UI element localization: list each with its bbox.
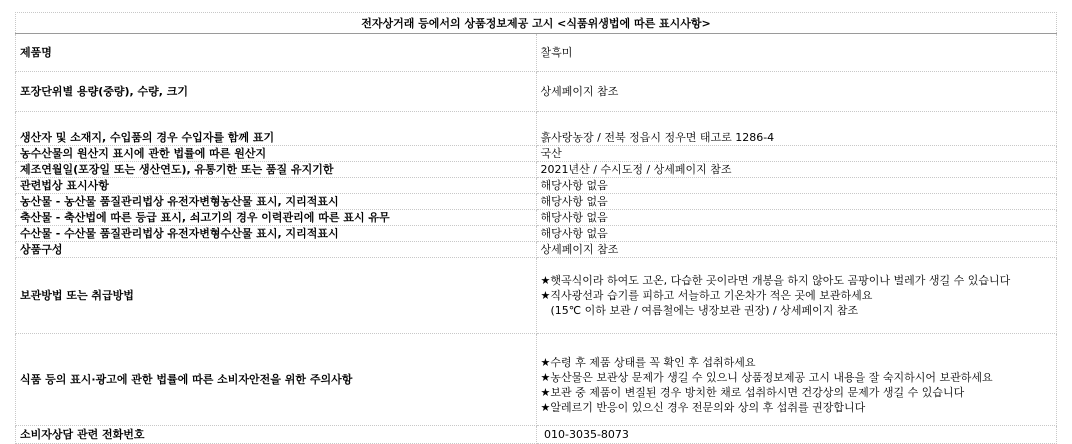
label-composition: 상품구성 [16,242,537,258]
row-legal-notice [16,178,1057,194]
value-livestock: 해당사항 없음 [536,210,1057,226]
value-production-date: 2021년산 / 수시도정 / 상세페이지 참조 [536,162,1057,178]
row-livestock [16,210,1057,226]
row-agricultural [16,194,1057,210]
label-legal-notice: 관련법상 표시사항 [16,178,537,194]
product-info-table [15,12,1057,444]
row-composition [16,242,1057,258]
safety-line-3: ★보관 중 제품이 변질된 경우 방치한 채로 섭취하시면 건강상의 문제가 생길 수 있습니다 [540,385,965,399]
row-production-date [16,162,1057,178]
table-title: 전자상거래 등에서의 상품정보제공 고시 <식품위생법에 따른 표시사항> [16,13,1057,34]
row-capacity [16,72,1057,112]
value-producer: 흙사랑농장 / 전북 정읍시 정우면 태고로 1286-4 [536,112,1057,146]
value-marine: 해당사항 없음 [536,226,1057,242]
label-origin: 농수산물의 원산지 표시에 관한 법률에 따른 원산지 [16,146,537,162]
storage-line-3: (15℃ 이하 보관 / 여름철에는 냉장보관 권장) / 상세페이지 참조 [550,304,859,317]
label-phone: 소비자상담 관련 전화번호 [16,426,537,444]
value-product-name: 찰흑미 [536,34,1057,72]
storage-line-1: ★햇곡식이라 하여도 고온, 다습한 곳이라면 개봉을 하지 않아도 곰팡이나 벌레가 생길 수 있습니다 [540,274,1011,287]
label-production-date: 제조연월일(포장일 또는 생산연도), 유통기한 또는 품질 유지기한 [16,162,537,178]
label-agricultural: 농산물 - 농산물 품질관리법상 유전자변형농산물 표시, 지리적표시 [16,194,537,210]
row-product-name [16,34,1057,72]
storage-line-2: ★직사광선과 습기를 피하고 서늘하고 기온차가 적은 곳에 보관하세요 [540,289,873,302]
label-capacity: 포장단위별 용량(중량), 수량, 크기 [16,72,537,112]
value-composition: 상세페이지 참조 [536,242,1057,258]
value-legal-notice: 해당사항 없음 [536,178,1057,194]
row-marine [16,226,1057,242]
value-phone: 010-3035-8073 [536,426,1057,444]
label-producer: 생산자 및 소재지, 수입품의 경우 수입자를 함께 표기 [16,112,537,146]
safety-line-2: ★농산물은 보관상 문제가 생길 수 있으니 상품정보제공 고시 내용을 잘 숙지하시어 보관하세요 [540,370,993,384]
row-origin [16,146,1057,162]
value-storage [536,258,1057,334]
value-agricultural: 해당사항 없음 [536,194,1057,210]
row-safety [16,334,1057,426]
label-storage: 보관방법 또는 취급방법 [16,258,537,334]
row-phone [16,426,1057,444]
label-safety: 식품 등의 표시·광고에 관한 법률에 따른 소비자안전을 위한 주의사항 [16,334,537,426]
table-title-row [16,13,1057,34]
label-product-name: 제품명 [16,34,537,72]
label-livestock: 축산물 - 축산법에 따른 등급 표시, 쇠고기의 경우 이력관리에 따른 표시 유무 [16,210,537,226]
value-origin: 국산 [536,146,1057,162]
row-producer [16,112,1057,146]
safety-line-1: ★수령 후 제품 상태를 꼭 확인 후 섭취하세요 [540,355,756,369]
row-storage [16,258,1057,334]
value-capacity: 상세페이지 참조 [536,72,1057,112]
safety-line-4: ★알레르기 반응이 있으신 경우 전문의와 상의 후 섭취를 권장합니다 [540,400,866,414]
value-safety [536,334,1057,426]
label-marine: 수산물 - 수산물 품질관리법상 유전자변형수산물 표시, 지리적표시 [16,226,537,242]
